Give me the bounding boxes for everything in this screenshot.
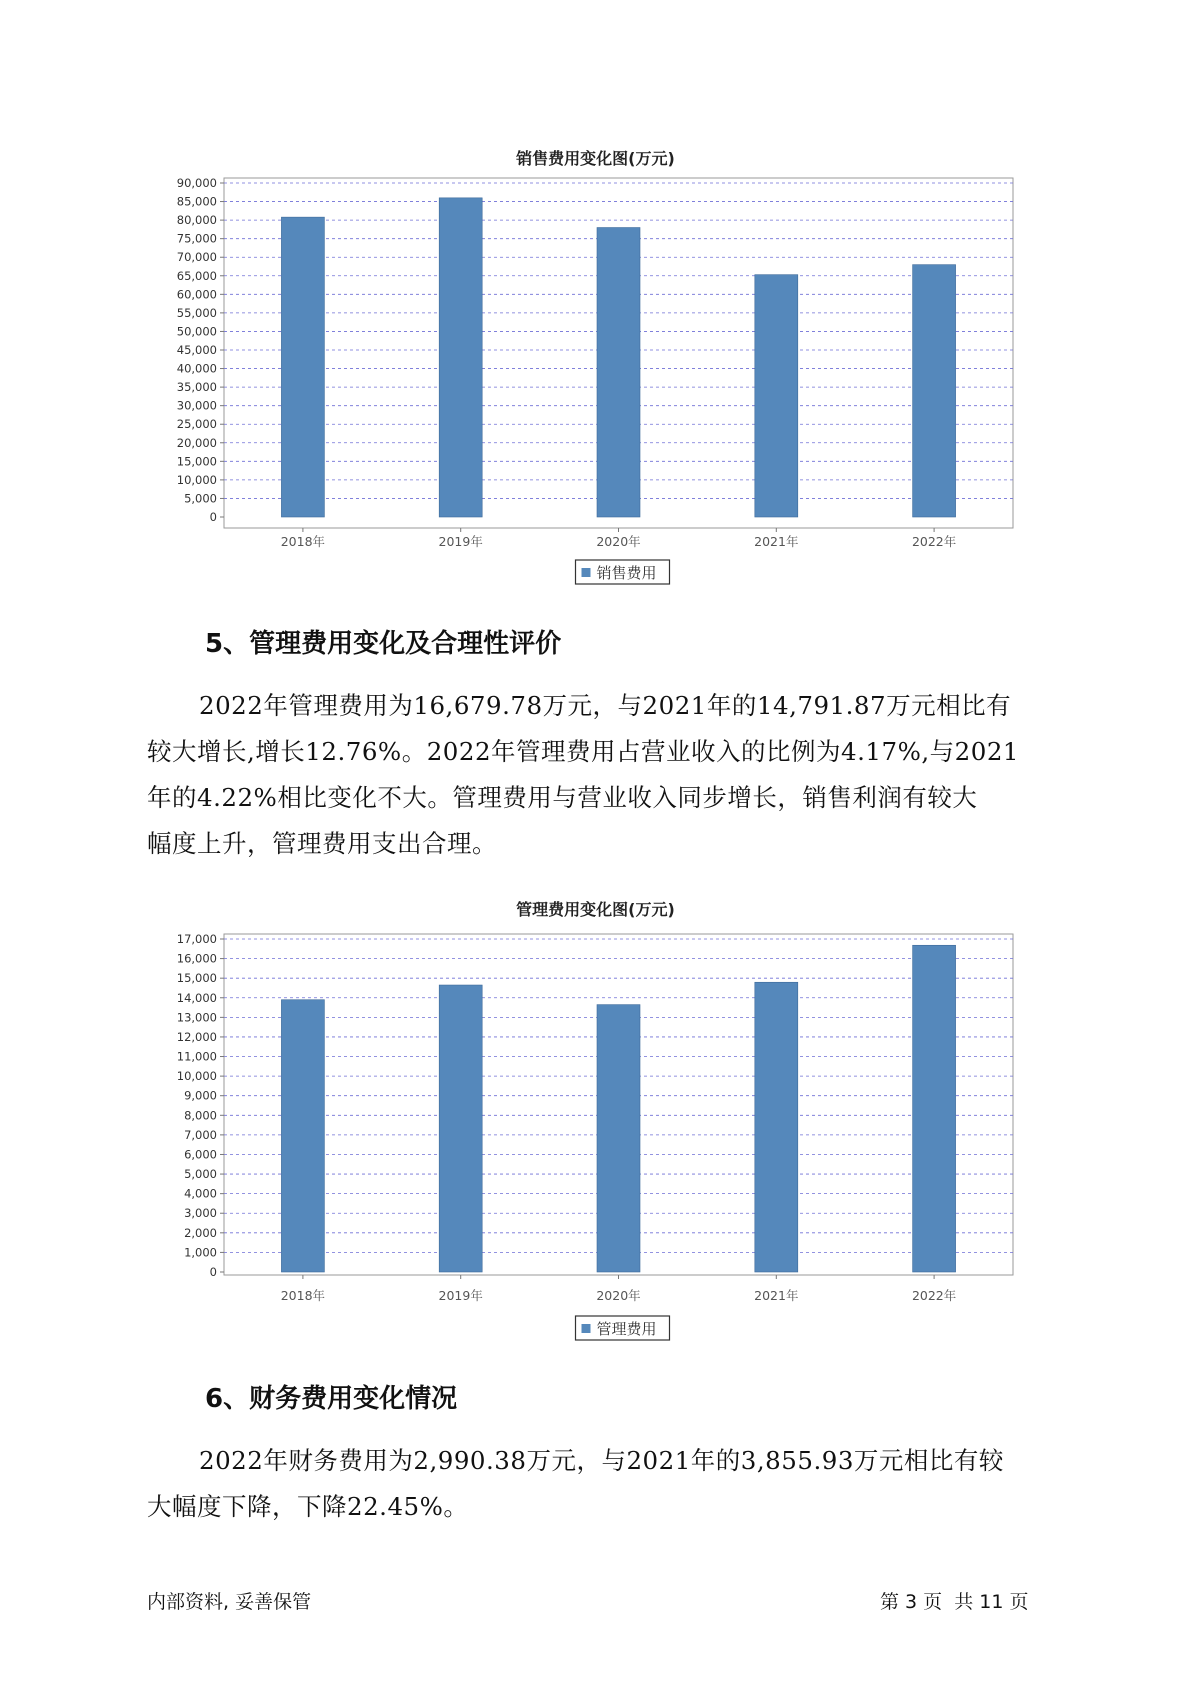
y-tick-label: 13,000 — [176, 1010, 217, 1025]
y-tick-label: 30,000 — [176, 398, 217, 413]
bar — [281, 1000, 324, 1272]
chart-title: 管理费用变化图(万元) — [516, 900, 675, 919]
paragraph-line: 2022年管理费用为16,679.78万元，与2021年的14,791.87万元相比有 — [199, 691, 1012, 720]
y-tick-label: 7,000 — [184, 1127, 217, 1142]
x-tick-label: 2021年 — [754, 534, 799, 549]
y-tick-label: 25,000 — [176, 417, 217, 432]
y-tick-label: 90,000 — [176, 176, 217, 190]
paragraph-line: 大幅度下降，下降22.45%。 — [147, 1492, 469, 1521]
y-tick-label: 1,000 — [184, 1245, 217, 1260]
y-tick-label: 2,000 — [184, 1225, 217, 1240]
legend-label: 销售费用 — [596, 564, 657, 582]
y-tick-label: 10,000 — [176, 1069, 217, 1084]
bar — [439, 985, 482, 1272]
section-6-heading: 6、财务费用变化情况 — [205, 1384, 458, 1414]
y-tick-label: 14,000 — [176, 990, 217, 1005]
y-tick-label: 12,000 — [176, 1029, 217, 1044]
bar — [755, 982, 798, 1272]
footer-confidential: 内部资料, 妥善保管 — [147, 1591, 312, 1613]
paragraph-line: 较大增长,增长12.76%。2022年管理费用占营业收入的比例为4.17%,与2021 — [147, 737, 1020, 766]
x-tick-label: 2019年 — [438, 1288, 483, 1303]
x-tick-label: 2022年 — [911, 1288, 957, 1303]
y-tick-label: 3,000 — [184, 1206, 217, 1221]
x-tick-label: 2018年 — [280, 1288, 326, 1303]
paragraph-line: 年的4.22%相比变化不大。管理费用与营业收入同步增长，销售利润有较大 — [147, 783, 978, 812]
paragraph-line: 2022年财务费用为2,990.38万元，与2021年的3,855.93万元相比有较 — [199, 1446, 1004, 1475]
y-tick-label: 70,000 — [176, 250, 217, 265]
chart-title: 销售费用变化图(万元) — [516, 149, 675, 168]
x-tick-label: 2020年 — [596, 1288, 641, 1303]
y-tick-label: 17,000 — [176, 932, 217, 946]
y-tick-label: 0 — [209, 510, 217, 524]
bar — [597, 1005, 640, 1272]
legend — [576, 1316, 670, 1340]
y-tick-label: 4,000 — [184, 1186, 217, 1201]
y-tick-label: 65,000 — [176, 268, 217, 283]
y-tick-label: 6,000 — [184, 1147, 217, 1162]
y-tick-label: 9,000 — [184, 1088, 217, 1103]
y-tick-label: 85,000 — [176, 194, 217, 209]
bar — [913, 945, 956, 1272]
y-tick-label: 20,000 — [176, 435, 217, 450]
y-tick-label: 0 — [209, 1265, 217, 1279]
y-tick-label: 16,000 — [176, 951, 217, 966]
y-tick-label: 10,000 — [176, 472, 217, 487]
y-tick-label: 80,000 — [176, 213, 217, 228]
y-tick-label: 35,000 — [176, 380, 217, 395]
y-tick-label: 55,000 — [176, 305, 217, 320]
y-tick-label: 11,000 — [176, 1049, 217, 1064]
y-tick-label: 75,000 — [176, 231, 217, 246]
x-tick-label: 2021年 — [754, 1288, 799, 1303]
x-tick-label: 2018年 — [280, 534, 326, 549]
y-tick-label: 15,000 — [176, 454, 217, 469]
legend-label: 管理费用 — [596, 1320, 657, 1338]
y-tick-label: 45,000 — [176, 343, 217, 357]
x-tick-label: 2019年 — [438, 534, 483, 549]
y-tick-label: 8,000 — [184, 1108, 217, 1123]
y-tick-label: 50,000 — [176, 324, 217, 339]
y-tick-label: 5,000 — [184, 491, 217, 506]
x-tick-label: 2020年 — [596, 534, 641, 549]
paragraph-line: 幅度上升，管理费用支出合理。 — [147, 829, 497, 858]
legend-swatch — [582, 1324, 591, 1333]
y-tick-label: 40,000 — [176, 361, 217, 376]
y-tick-label: 15,000 — [176, 971, 217, 986]
y-tick-label: 5,000 — [184, 1167, 217, 1182]
x-tick-label: 2022年 — [911, 534, 957, 549]
section-5-heading: 5、管理费用变化及合理性评价 — [205, 629, 562, 659]
y-tick-label: 60,000 — [176, 287, 217, 302]
footer-page-number: 第 3 页 共 11 页 — [880, 1591, 1029, 1613]
section-6-paragraph — [147, 1438, 1047, 1530]
